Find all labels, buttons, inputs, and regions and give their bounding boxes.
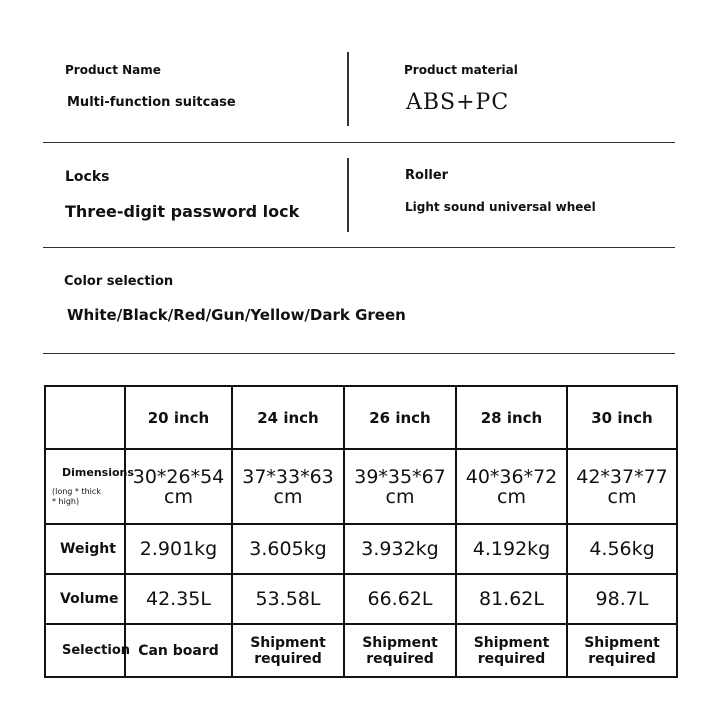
divider-horizontal-1 [43,142,675,143]
divider-horizontal-3 [43,353,675,354]
selection-line-1: Shipment [584,634,660,651]
table-row-dimensions [45,449,677,524]
roller-value: Light sound universal wheel [405,200,596,214]
color-selection-value: White/Black/Red/Gun/Yellow/Dark Green [67,306,406,324]
dimensions-row-label [45,449,134,524]
dimensions-cell-28 [456,449,567,524]
product-name-value: Multi-function suitcase [67,95,236,110]
table-row-weight [45,524,677,574]
selection-line-2: required [366,650,434,667]
table-row-selection [45,624,677,677]
weight-cell-20: 2.901kg [125,524,232,574]
selection-line-2: required [588,650,656,667]
volume-row-label: Volume [45,574,125,624]
weight-cell-24: 3.605kg [232,524,344,574]
dimensions-label: Dimensions [62,466,134,479]
dimensions-unit: cm [273,485,303,508]
weight-cell-28: 4.192kg [456,524,567,574]
column-header-28: 28 inch [456,386,567,449]
spec-table [44,385,678,678]
column-header-24: 24 inch [232,386,344,449]
selection-line-1: Shipment [250,634,326,651]
dimensions-unit: cm [497,485,526,508]
table-header-row [45,386,677,449]
selection-cell-28 [456,624,567,677]
table-corner-cell [45,386,125,449]
color-selection-label: Color selection [64,274,174,289]
volume-cell-28: 81.62L [456,574,567,624]
weight-row-label: Weight [45,524,125,574]
volume-cell-24: 53.58L [232,574,344,624]
divider-vertical-2 [347,158,349,232]
product-material-value: ABS+PC [406,90,510,115]
selection-line-1: Shipment [362,634,438,651]
selection-row-label: Selection [45,624,125,677]
dimensions-value: 40*36*72 [465,465,558,488]
column-header-26: 26 inch [344,386,456,449]
dimensions-unit: cm [385,485,415,508]
weight-cell-30: 4.56kg [567,524,677,574]
product-material-label: Product material [404,63,518,77]
column-header-20: 20 inch [125,386,232,449]
selection-cell-24 [232,624,344,677]
dimensions-cell-20 [125,449,232,524]
dimensions-unit: cm [607,485,637,508]
dimensions-cell-24 [232,449,344,524]
divider-horizontal-2 [43,247,675,248]
dimensions-value: 30*26*54 [132,465,225,488]
selection-line-2: required [477,650,546,667]
volume-cell-30: 98.7L [567,574,677,624]
dimensions-cell-30 [567,449,677,524]
dimensions-cell-26 [344,449,456,524]
selection-line-2: required [254,650,322,667]
selection-line-1: Can board [138,642,219,659]
selection-cell-26 [344,624,456,677]
locks-label: Locks [65,169,110,185]
dimensions-value: 37*33*63 [242,465,334,488]
selection-cell-30 [567,624,677,677]
table-row-volume [45,574,677,624]
product-name-label: Product Name [65,63,161,77]
dimensions-value: 39*35*67 [354,465,446,488]
volume-cell-26: 66.62L [344,574,456,624]
volume-cell-20: 42.35L [125,574,232,624]
dimensions-sublabel-2: * high) [52,497,80,506]
divider-vertical-1 [347,52,349,126]
selection-cell-20 [125,624,232,677]
locks-value: Three-digit password lock [65,202,300,221]
dimensions-value: 42*37*77 [576,465,668,488]
weight-cell-26: 3.932kg [344,524,456,574]
dimensions-unit: cm [164,485,193,508]
roller-label: Roller [405,168,449,183]
selection-line-1: Shipment [473,634,550,651]
dimensions-sublabel-1: (long * thick [52,487,101,496]
column-header-30: 30 inch [567,386,677,449]
